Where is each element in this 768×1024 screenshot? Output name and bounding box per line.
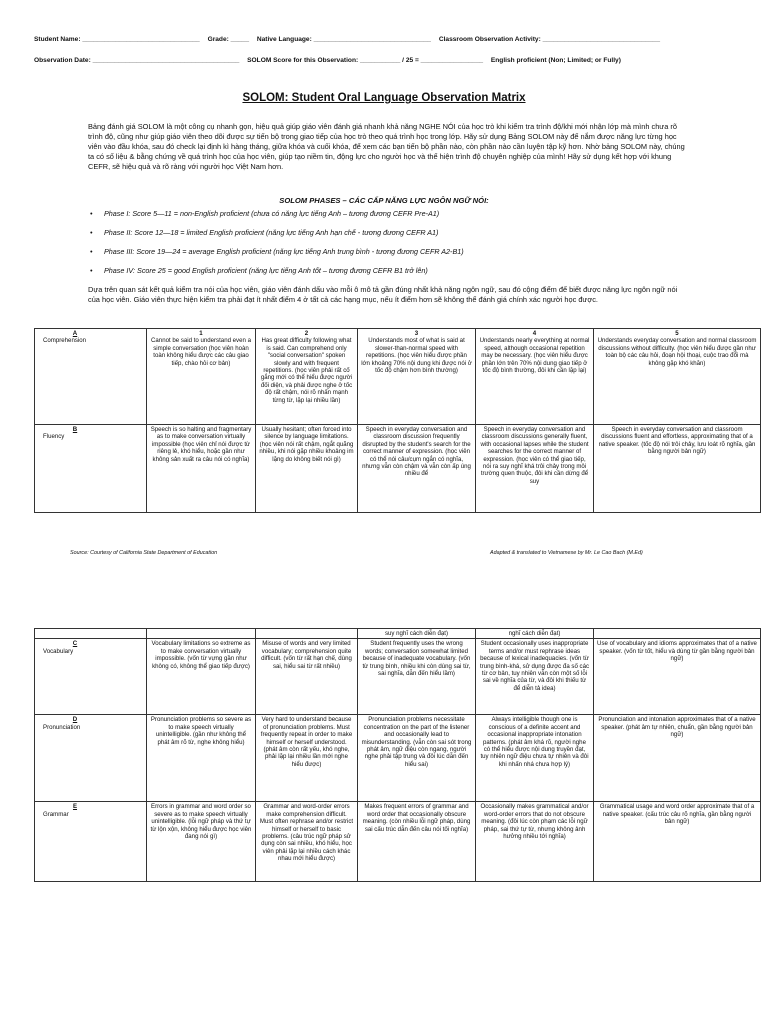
english-proficient-field[interactable]: English proficient (Non; Limited; or Fully) (490, 57, 621, 64)
phase-text: Phase III: Score 19—24 = average English proficient (năng lực tiếng Anh trung bình - tương đương CEFR A2-B1) (104, 247, 464, 256)
bullet-icon: • (90, 247, 93, 256)
score-cell[interactable]: Pronunciation problems necessitate concentration on the part of the listener and occasionally lead to misunderstanding. (vẫn còn sai sót trong phát âm, ngữ điệu còn ngang, người nghe phải tập trung và đôi lúc dẫn đến hiểu sai) (358, 715, 476, 802)
score-cell[interactable] (256, 329, 358, 425)
category-cell (35, 715, 147, 802)
score-cell[interactable]: Occasionally makes grammatical and/or word-order errors that do not obscure meaning. (đôi lúc còn phạm các lỗi ngữ pháp, sai thứ tự từ, nhưng không ảnh hưởng nhiều tới nghĩa) (476, 802, 594, 882)
score-cell[interactable] (594, 425, 761, 513)
grade-field[interactable]: Grade: _____ (207, 36, 249, 43)
score-cell[interactable]: Very hard to understand because of pronunciation problems. Must frequently repeat in order to make himself or herself understood. (phát âm còn rất yếu, khó nghe, phải lặp lại nhiều lần mới nghe hiểu được) (256, 715, 358, 802)
descriptor-text: Understands everyday conversation and normal classroom discussions without difficulty. (học viên hiểu được gần như toàn bộ các câu hỏi, đoạn hội thoại, cuộc trao đổi mà không gặp khó khăn) (597, 337, 757, 367)
score-number: 3 (414, 330, 419, 337)
table-row (35, 425, 761, 513)
category-letter: A (72, 330, 78, 337)
score-cell[interactable]: Errors in grammar and word order so severe as to make speech virtually unintelligible. (lỗi ngữ pháp và thứ tự từ lộn xộn, không hiểu được học viên đang nói gì) (147, 802, 256, 882)
header-row-2 (34, 57, 627, 64)
phases-list (90, 208, 650, 284)
continuation-cell: suy nghĩ cách diễn đạt) (358, 629, 476, 639)
score-cell[interactable]: Misuse of words and very limited vocabulary; comprehension quite difficult. (vốn từ rất hạn chế, dùng sai, hiểu sai từ rất nhiều) (256, 639, 358, 715)
instructions-paragraph: Dựa trên quan sát kết quả kiểm tra nói của học viên, giáo viên đánh dấu vào mỗi ô mô tả gần đúng nhất khả năng ngôn ngữ, sau đó cộng điểm để biết được năng lực ngôn ngữ nói của học viên. Giáo viên thực hiện kiểm tra phải đạt ít nhất điểm 4 ở tất cả các hạng mục, nếu ít điểm hơn sẽ không thể đánh giá chính xác người học được. (88, 285, 678, 304)
phase-text: Phase IV: Score 25 = good English proficient (năng lực tiếng Anh tốt – tương đương CEFR B1 trở lên) (104, 266, 428, 275)
score-cell[interactable]: Pronunciation problems so severe as to make speech virtually unintelligible. (gần như không thể phát âm rõ từ, nghe không hiểu) (147, 715, 256, 802)
category-cell (35, 802, 147, 882)
score-cell[interactable]: Grammatical usage and word order approximate that of a native speaker. (cấu trúc câu rõ nghĩa, gần bằng người bản ngữ) (594, 802, 761, 882)
descriptor-text: Speech in everyday conversation and classroom discussions generally fluent, with occasional lapses while the student searches for the correct manner of expression. (học viên có thể giao tiếp, nói ra suy nghĩ khá trôi chảy trong môi trường quen thuộc, đôi khi cần dừng để suy (480, 426, 589, 485)
category-letter: C (72, 640, 78, 648)
score-cell[interactable] (147, 425, 256, 513)
score-cell[interactable] (476, 329, 594, 425)
category-name: Fluency (43, 433, 65, 441)
list-item (90, 227, 650, 246)
observation-date-field[interactable]: Observation Date: ________________________________________ (34, 57, 240, 64)
score-cell[interactable]: Vocabulary limitations so extreme as to make conversation virtually impossible. (vốn từ vựng gần như không có, không thể giao tiếp được) (147, 639, 256, 715)
bullet-icon: • (90, 209, 93, 218)
header-row-1 (34, 36, 666, 43)
list-item (90, 265, 650, 284)
score-cell[interactable]: Pronunciation and intonation approximates that of a native speaker. (phát âm tự nhiên, chuẩn, gần bằng người bản ngữ) (594, 715, 761, 802)
score-cell[interactable]: Use of vocabulary and idioms approximates that of a native speaker. (vốn từ tốt, hiểu và dùng từ gần bằng người bản ngữ) (594, 639, 761, 715)
score-cell[interactable] (256, 425, 358, 513)
category-cell (35, 425, 147, 513)
phase-text: Phase I: Score 5—11 = non-English proficient (chưa có năng lực tiếng Anh – tương đương CEFR Pre-A1) (104, 209, 440, 218)
category-cell (35, 329, 147, 425)
list-item (90, 246, 650, 265)
category-name: Comprehension (43, 337, 87, 345)
phases-heading: SOLOM PHASES – CÁC CẤP NĂNG LỰC NGÔN NGỮ NÓI: (279, 196, 489, 205)
descriptor-text: Speech is so halting and fragmentary as to make conversation virtually impossible (học viên chỉ nói được từ riêng lẻ, khó hiểu, hoặc gần như không sản xuất ra câu nói có nghĩa) (150, 426, 252, 463)
descriptor-text: Speech in everyday conversation and classroom discussion frequently disrupted by the student's search for the correct manner of expression. (học viên có thể nói câu/cụm ngắn có nghĩa, nhưng vẫn còn chậm và vẫn còn ấp úng nhiều để (362, 426, 471, 478)
table-row (35, 629, 761, 639)
table-row (35, 802, 761, 882)
score-cell[interactable] (358, 329, 476, 425)
score-cell[interactable]: Always intelligible though one is conscious of a definite accent and occasional inappropriate intonation patterns. (phát âm khá rõ, người nghe có thể hiểu được nội dung truyền đạt, tuy nhiên ngữ điệu chưa tự nhiên và đôi khi nhấn nhá chưa hợp lý) (476, 715, 594, 802)
solom-score-field[interactable]: SOLOM Score for this Observation: ___________ / 25 = _________________ (247, 57, 484, 64)
descriptor-text: Usually hesitant; often forced into silence by language limitations. (học viên nói rất chậm, ngắt quãng nhiều, khi nói gặp nhiều khoảng im lặng do không biết nói gì) (259, 426, 354, 463)
category-letter: D (72, 716, 78, 724)
bullet-icon: • (90, 266, 93, 275)
observation-activity-field[interactable]: Classroom Observation Activity: ________________________________ (438, 36, 660, 43)
table-row (35, 715, 761, 802)
source-note: Source: Courtesy of California State Department of Education (70, 550, 218, 556)
score-cell[interactable]: Grammar and word-order errors make comprehension difficult. Must often rephrase and/or restrict himself or herself to basic problems. (câu trúc ngữ pháp sử dụng còn sai nhiều, khó hiểu, học viên phải lặp lại nhiều cách khác nhau mới hiểu được) (256, 802, 358, 882)
descriptor-text: Cannot be said to understand even a simple conversation (học viên hoàn toàn không hiểu được các câu giao tiếp, chào hỏi cơ bản) (151, 337, 251, 367)
phase-text: Phase II: Score 12—18 = limited English proficient (năng lực tiếng Anh hạn chế - tương đương CEFR A1) (104, 228, 439, 237)
descriptor-text: Speech in everyday conversation and classroom discussions fluent and effortless, approximating that of a native speaker. (tốc độ nói trôi chảy, lưu loát rõ nghĩa, gần bằng người bản ngữ) (598, 426, 756, 456)
continuation-cell (147, 629, 256, 639)
category-letter: B (72, 426, 78, 433)
solom-matrix-part-1 (34, 328, 761, 513)
translator-credit: Adapted & translated to Vietnamese by Mr. Le Cao Bach (M.Ed) (490, 550, 643, 556)
score-cell[interactable] (476, 425, 594, 513)
native-language-field[interactable]: Native Language: ________________________________ (256, 36, 431, 43)
solom-matrix-part-2 (34, 628, 761, 882)
score-number: 5 (675, 330, 679, 337)
category-letter: E (72, 803, 78, 811)
descriptor-text: Understands most of what is said at slower-than-normal speed with repetitions. (học viên hiểu được phần lớn khoảng 70% nội dung khi được nói ở tốc độ chậm hơn bình thường) (361, 337, 472, 375)
bullet-icon: • (90, 228, 93, 237)
student-name-field[interactable]: Student Name: ________________________________ (34, 36, 200, 43)
category-name: Pronunciation (43, 723, 81, 731)
score-number: 2 (304, 330, 309, 337)
descriptor-text: Understands nearly everything at normal speed, although occasional repetition may be necessary. (học viên hiểu được phần lớn trên 70% nội dung giao tiếp ở tốc độ bình thường, đôi khi cần lặp lại) (479, 337, 590, 375)
table-row (35, 329, 761, 425)
continuation-cell (35, 629, 147, 639)
page-title: SOLOM: Student Oral Language Observation Matrix (242, 92, 526, 104)
descriptor-text: Has great difficulty following what is said. Can comprehend only "social conversation" spoken slowly and with frequent repetitions. (học viên phải rất cố gắng mới có thể hiểu được người đối diện, và phải được nghe ở tốc độ rất chậm, nói rõ nhấn mạnh từng từ, lặp lại nhiều lần) (260, 337, 353, 404)
score-cell[interactable] (594, 329, 761, 425)
score-number: 4 (532, 330, 537, 337)
continuation-cell (256, 629, 358, 639)
score-cell[interactable] (147, 329, 256, 425)
score-cell[interactable]: Student frequently uses the wrong words; conversation somewhat limited because of inadequate vocabulary. (vốn từ trung bình, nhiều khi còn dùng sai từ, sai nghĩa, dẫn đến hiểu lầm) (358, 639, 476, 715)
intro-paragraph: Bảng đánh giá SOLOM là một công cụ nhanh gọn, hiệu quả giúp giáo viên đánh giá nhanh khả năng NGHE NÓI của học trò khi kiểm tra trình độ/khi mới nhận lớp mà mình chưa rõ trình độ, cũng như giúp giáo viên theo dõi được sự tiến bộ trong giao tiếp của học trò theo quá trình học trong lớp. Hãy sử dụng Bảng SOLOM này để nắm được năng lực từng học viên vào đầu khóa, sau đó check lại định kì hàng tháng, giữa khóa và cuối khóa, để xem các bạn tiến bộ phần nào, còn phần nào cần luyện tập kỹ hơn. Nhờ bảng SOLOM này, chúng ta có số liệu & bằng chứng về quá trình học của học viên, giúp tạo niềm tin, động lực cho người học và thể hiện trình độ chuyên nghiệp của mình! Hãy sử dụng kết hợp với khung CEFR, sẽ hiệu quả và rõ ràng với người học Việt Nam hơn. (88, 122, 685, 171)
score-cell[interactable]: Student occasionally uses inappropriate terms and/or must rephrase ideas because of lexical inadequacies. (vốn từ trung bình-khá, sử dụng được đa số các từ cơ bản, tuy nhiên vẫn còn một số lỗi sai về nghĩa của từ, và đôi khi thiếu từ để diễn tả idea) (476, 639, 594, 715)
list-item (90, 208, 650, 227)
score-cell[interactable] (358, 425, 476, 513)
score-number: 1 (199, 330, 203, 337)
score-cell[interactable]: Makes frequent errors of grammar and word order that occasionally obscure meaning. (còn nhiều lỗi ngữ pháp, dùng sai cấu trúc dẫn đến câu nói tối nghĩa) (358, 802, 476, 882)
category-name: Grammar (43, 810, 69, 818)
continuation-cell (594, 629, 761, 639)
table-row (35, 639, 761, 715)
category-cell (35, 639, 147, 715)
category-name: Vocabulary (43, 647, 74, 655)
continuation-cell: nghĩ cách diễn đạt) (476, 629, 594, 639)
